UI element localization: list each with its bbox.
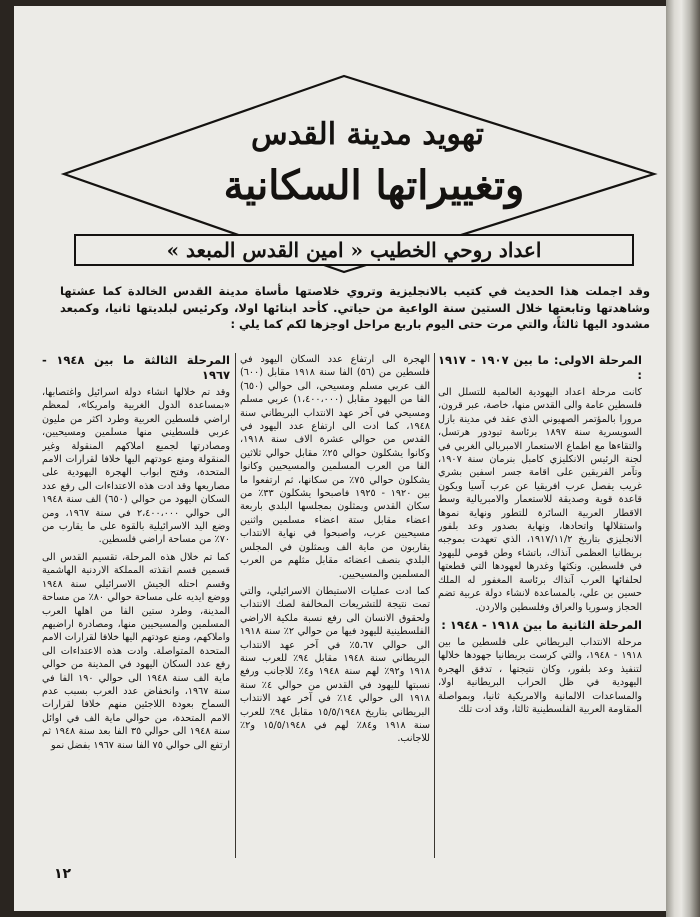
section-paragraph: كانت مرحلة اعداد اليهودية العالمية للتسلل الى فلسطين عامة والى القدس منها، خاصة، عبر قرون، مرورا بالمؤتمر الصهيوني الذي عقد في مدينة بازل السويسرية سنة ١٨٩٧ برئاسة تيودور هرتسل، والتقاءها مع اطماع الاستعمار الامبريالي الغربي في لجنة الرئيس الانكليزي كامبل بنرمان سنة ١٩٠٧، وتآمر الفريقين على اقامة جسر اسفين بشري غريب يفصل عرب افريقيا عن عرب آسيا ويكون قاعدة قوية وصديقة للاستعمار والامبريالية وسط الاقطار العربية السائرة للتطور ونهاية نموها واستقلالها واتحادها، ونهاية بصدور وعد بلفور الانجليزي بتاريخ ١٩١٧/١١/٢، الذي تعهدت بموجبه بريطانيا العظمى آنذاك، باتشاء وطن قومي لليهود في فلسطين. ونكثها وغدرها لعهودها التي قطعتها لحلفائها العرب آنذاك برئاسة المغفور له الملك حسين بن علي، بالمساعدة لانشاء دولة عربية تضم الحجاز وسوريا والعراق وفلسطين والاردن. bbox=[438, 387, 642, 613]
section-heading-1: المرحلة الاولى: ما بين ١٩٠٧ - ١٩١٧ : bbox=[438, 353, 642, 382]
title-line-1: تهويد مدينة القدس bbox=[251, 117, 484, 152]
column-divider bbox=[235, 353, 236, 858]
section-paragraph: كما ادت عمليات الاستيطان الاسرائيلي، والتي تمت نتيجة للتشريعات المخالفة لصك الانتداب ولحقوق الانسان الى رفع نسبة ملكية الاراضي الفلسطينية لليهود فيها من حوالي ٢٪ سنة ١٩١٨ الى حوالي ٥،٦٧٪ في آخر عهد الانتداب البريطاني سنة ١٩٤٨ مقابل ٩٤٪ للعرب سنة ١٩١٨ و٩٢٪ لهم سنة ١٩٤٨ و٤٪ للاجانب ورفع نسبتها لليهود في القدس من حوالي ٤٪ سنة ١٩١٨ الى حوالي ١٤٪ في آخر عهد الانتداب البريطاني بتاريخ ١٥/٥/١٩٤٨ مقابل ٩٤٪ للعرب سنة ١٩١٨ و٨٤٪ لهم في ١٥/٥/١٩٤٨ و٢٪ للاجانب. bbox=[240, 585, 430, 745]
author-byline: اعداد روحي الخطيب « امين القدس المبعد » bbox=[74, 234, 634, 266]
section-paragraph: كما تم خلال هذه المرحلة، تقسيم القدس الى قسمين قسم انقذته المملكة الاردنية الهاشمية وقسم احتله الجيش الاسرائيلي سنة ١٩٤٨ ووضع ايديه على مساحة حوالي ٨٠٪ من مساحة المدينة، وطرد ستين الفا من اهلها العرب المسلمين والمسيحيين منها، ومصادرة اراضيهم واملاكهم، ومنع عودتهم اليها خلافا لقرارات الامم المتحدة المتواصلة. وادت هذه الاعتداءات الى رفع عدد السكان اليهود في المدينة من حوالي ماية الف سنة ١٩٤٨ الى حوالي ١٩٠ الفا في سنة ١٩٦٧، وانخفاض عدد العرب بسبب عدم السماح بعودة اللاجئين منهم خلافا لقرارات الامم المتحدة، من حوالي ماية الف في اوائل سنة ١٩٤٨ الى حوالي ٣٥ الفا بعد سنة ١٩٤٨ ثم ارتفع الى حوالي ٧٥ الفا سنة ١٩٦٧ بفضل نمو bbox=[42, 551, 230, 751]
section-heading-2: المرحلة الثانية ما بين ١٩١٨ - ١٩٤٨ : bbox=[441, 617, 642, 632]
magazine-page bbox=[14, 6, 666, 911]
column-middle bbox=[240, 353, 430, 863]
page-stack-edge bbox=[666, 0, 700, 917]
section-paragraph: الهجرة الى ارتفاع عدد السكان اليهود في فلسطين من (٥٦) الفا سنة ١٩١٨ مقابل (٦٠٠) الف عربي مسلم ومسيحي، الى حوالي (٦٥٠) الفا من اليهود مقابل (١،٤٠٠،٠٠٠) عربي مسلم ومسيحي في آخر عهد الانتداب البريطاني سنة ١٩٤٨، كما ادت الى ارتفاع عدد اليهود في القدس من حوالي عشرة الاف سنة ١٩١٨، وكانوا يشكلون حوالي ٢٥٪ مقابل حوالي ثلاثين الفا من العرب المسلمين والمسيحيين وكانوا يشكلون حوالي ٧٥٪ من سكانها، ثم ارتفعوا ما بين ١٩٢٠ - ١٩٢٥ فاصبحوا يشكلون ٣٣٪ من سكان القدس ويمثلون بمجلسها البلدي باربعة اعضاء مقابل ستة اعضاء مسلمين واثنين مسيحيين عرب، واصبحوا في نهاية الانتداب يقاربون من ماية الف ويمثلون في المجلس البلدي بنصف اعضائه مقابل مثلهم من العرب المسلمين والمسيحيين. bbox=[240, 354, 430, 580]
page-number: ١٢ bbox=[54, 866, 72, 882]
title-line-2: وتغييراتها السكانية bbox=[223, 162, 525, 209]
section-paragraph: مرحلة الانتداب البريطاني على فلسطين ما بين ١٩١٨ - ١٩٤٨، والتي كرست بريطانيا جهودها خلالها لتنفيذ وعد بلفور، وكان نتيجتها ، تدفق الهجرة اليهودية في ظل الحراب البريطانية اولا، والمساعدات الالمانية والامريكية ثانيا، وبمواصلة المقاومة العربية الفلسطينية ثالثا، وقد ادت تلك bbox=[438, 636, 642, 715]
section-paragraph: وقد تم خلالها انشاء دولة اسرائيل واغتصابها، «بمساعدة الدول الغربية وامريكا»، لمعظم اراضي فلسطين العربية وطرد اكثر من مليون عربي فلسطيني منها مسلمين ومسيحيين، ومصادرتها لجميع املاكهم المنقولة وغير المنقولة ومنع عودتهم اليها خلافا لقرارات الامم المتحدة، وفتح ابواب الهجرة اليهودية على مصاريعها وقد ادت هذه الاعتداءات الى رفع عدد السكان اليهود من حوالي (٦٥٠) الف سنة ١٩٤٨ الى حوالي ٢،٤٠٠،٠٠٠ في سنة ١٩٦٧، ومن وضع اليد الاسرائيلية بالقوة على ما يقارب من ٧٠٪ من مساحة اراضي فلسطين. bbox=[42, 387, 230, 546]
intro-paragraph: وقد اجملت هذا الحديث في كتيب بالانجليزية وتروي خلاصتها مأساة مدينة القدس الخالدة كما عشتها وشاهدتها وتابعتها خلال الستين سنة الواعية من حياتي. كأحد ابنائها اولا، وكرئيس لبلديتها ثانيا، وكمبعد مشدود اليها ثالثاً، والتي مرت حتى اليوم باربع مراحل اوجزها لكم كما يلي : bbox=[60, 284, 650, 331]
column-divider bbox=[434, 353, 435, 858]
section-heading-3: المرحلة الثالثة ما بين ١٩٤٨ - ١٩٦٧ bbox=[42, 353, 230, 382]
column-left bbox=[42, 353, 230, 863]
column-right bbox=[438, 353, 642, 863]
